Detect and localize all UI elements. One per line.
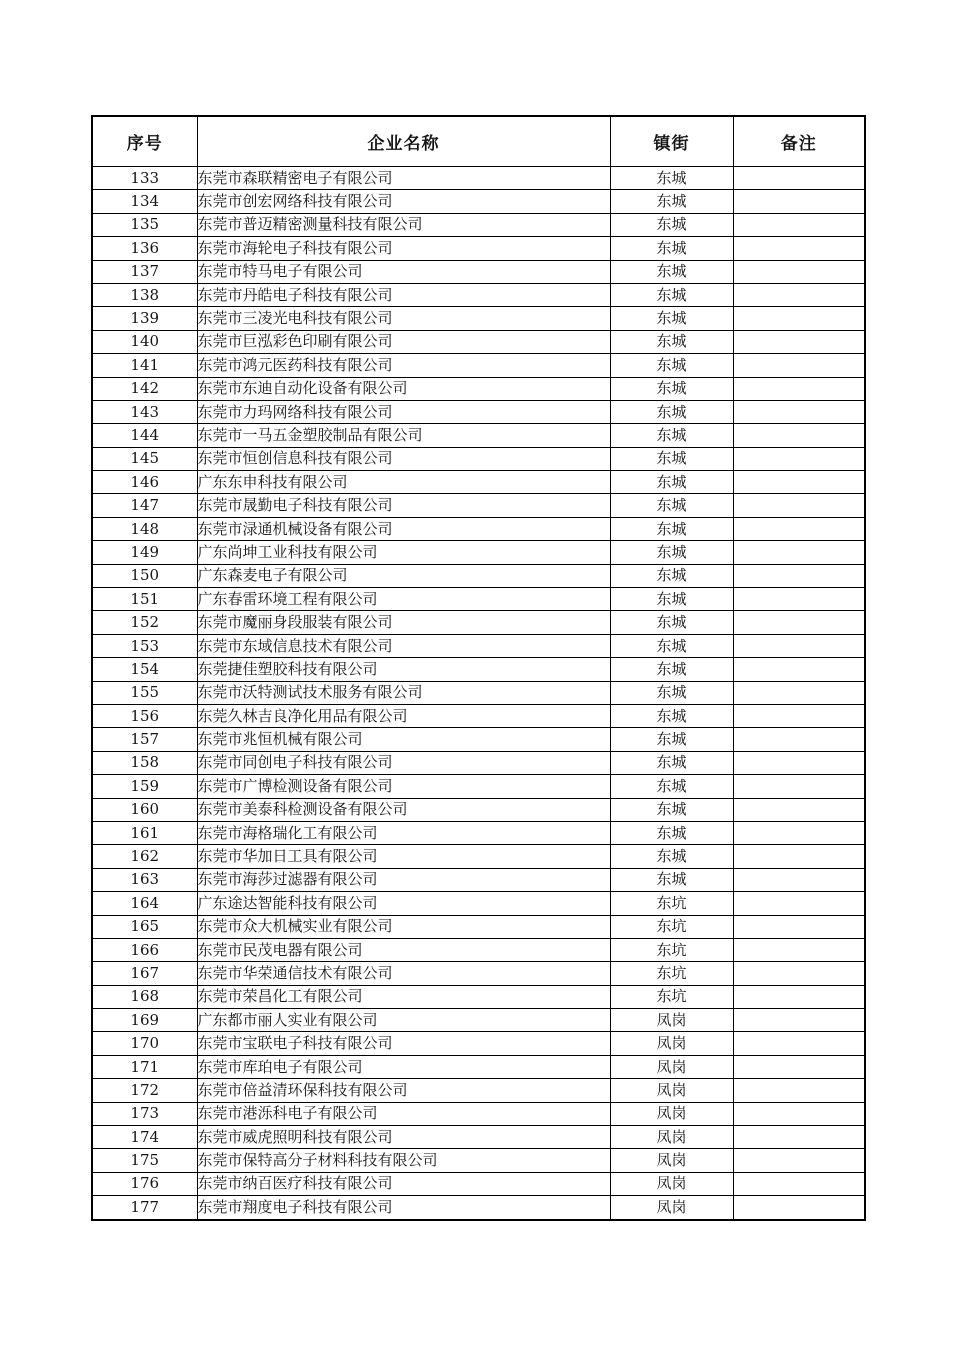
remark-cell [733,985,865,1008]
town-cell: 东城 [610,634,733,657]
remark-cell [733,213,865,236]
remark-cell [733,167,865,190]
row-index-cell: 160 [92,798,197,821]
company-name-cell: 广东都市丽人实业有限公司 [197,1009,610,1032]
row-index-cell: 143 [92,400,197,423]
row-index-cell: 142 [92,377,197,400]
town-cell: 东坑 [610,985,733,1008]
row-index-cell: 177 [92,1196,197,1220]
table-row [92,471,865,494]
town-cell: 东城 [610,377,733,400]
table-row [92,938,865,961]
row-index-cell: 152 [92,611,197,634]
remark-cell [733,1149,865,1172]
remark-cell [733,798,865,821]
remark-cell [733,588,865,611]
table-row [92,1032,865,1055]
remark-cell [733,962,865,985]
row-index-cell: 161 [92,821,197,844]
remark-cell [733,564,865,587]
town-cell: 东城 [610,704,733,727]
company-name-cell: 东莞市特马电子有限公司 [197,260,610,283]
row-index-cell: 170 [92,1032,197,1055]
town-cell: 东坑 [610,938,733,961]
company-name-cell: 东莞市鸿元医药科技有限公司 [197,354,610,377]
town-cell: 东城 [610,447,733,470]
remark-cell [733,190,865,213]
company-name-cell: 东莞捷佳塑胶科技有限公司 [197,658,610,681]
remark-cell [733,704,865,727]
table-row [92,1172,865,1195]
table-row [92,751,865,774]
row-index-cell: 164 [92,892,197,915]
town-cell: 东坑 [610,915,733,938]
company-name-cell: 东莞市创宏网络科技有限公司 [197,190,610,213]
table-row [92,915,865,938]
remark-cell [733,634,865,657]
remark-cell [733,1196,865,1220]
company-name-cell: 东莞市一马五金塑胶制品有限公司 [197,424,610,447]
row-index-cell: 176 [92,1172,197,1195]
town-cell: 东城 [610,681,733,704]
town-cell: 东城 [610,330,733,353]
table-row [92,494,865,517]
remark-cell [733,517,865,540]
row-index-cell: 169 [92,1009,197,1032]
company-name-cell: 东莞市东迪自动化设备有限公司 [197,377,610,400]
company-name-cell: 东莞市库珀电子有限公司 [197,1055,610,1078]
remark-cell [733,283,865,306]
town-cell: 凤岗 [610,1102,733,1125]
remark-cell [733,611,865,634]
table-row [92,307,865,330]
company-name-cell: 东莞市晟勤电子科技有限公司 [197,494,610,517]
company-name-cell: 东莞市力玛网络科技有限公司 [197,400,610,423]
town-cell: 东城 [610,728,733,751]
town-cell: 东城 [610,260,733,283]
table-row [92,237,865,260]
remark-cell [733,892,865,915]
company-name-cell: 东莞市纳百医疗科技有限公司 [197,1172,610,1195]
town-cell: 东城 [610,751,733,774]
table-row [92,1102,865,1125]
table-row [92,588,865,611]
row-index-cell: 163 [92,868,197,891]
table-row [92,634,865,657]
row-index-cell: 171 [92,1055,197,1078]
town-cell: 凤岗 [610,1149,733,1172]
row-index-cell: 141 [92,354,197,377]
row-index-cell: 153 [92,634,197,657]
row-index-cell: 157 [92,728,197,751]
remark-cell [733,330,865,353]
remark-cell [733,471,865,494]
company-name-cell: 东莞市丹皓电子科技有限公司 [197,283,610,306]
company-name-cell: 东莞市森联精密电子有限公司 [197,167,610,190]
row-index-cell: 147 [92,494,197,517]
table-row [92,681,865,704]
table-row [92,213,865,236]
remark-cell [733,1055,865,1078]
company-name-cell: 东莞久林吉良净化用品有限公司 [197,704,610,727]
town-cell: 东坑 [610,892,733,915]
row-index-cell: 133 [92,167,197,190]
table-row [92,330,865,353]
column-header-name: 企业名称 [197,116,610,167]
row-index-cell: 165 [92,915,197,938]
company-name-cell: 东莞市海轮电子科技有限公司 [197,237,610,260]
row-index-cell: 148 [92,517,197,540]
company-name-cell: 东莞市保特高分子材料科技有限公司 [197,1149,610,1172]
row-index-cell: 156 [92,704,197,727]
town-cell: 东城 [610,424,733,447]
town-cell: 东城 [610,354,733,377]
company-name-cell: 东莞市华加日工具有限公司 [197,845,610,868]
remark-cell [733,1032,865,1055]
remark-cell [733,377,865,400]
town-cell: 东城 [610,798,733,821]
company-name-cell: 东莞市众大机械实业有限公司 [197,915,610,938]
town-cell: 东城 [610,868,733,891]
town-cell: 东城 [610,167,733,190]
row-index-cell: 175 [92,1149,197,1172]
table-row [92,541,865,564]
row-index-cell: 135 [92,213,197,236]
table-row [92,962,865,985]
company-name-cell: 东莞市沃特测试技术服务有限公司 [197,681,610,704]
town-cell: 东坑 [610,962,733,985]
company-name-cell: 东莞市倍益清环保科技有限公司 [197,1079,610,1102]
table-row [92,798,865,821]
remark-cell [733,1126,865,1149]
remark-cell [733,354,865,377]
town-cell: 东城 [610,494,733,517]
remark-cell [733,260,865,283]
company-name-cell: 东莞市渌通机械设备有限公司 [197,517,610,540]
table-row [92,985,865,1008]
company-name-cell: 东莞市海格瑞化工有限公司 [197,821,610,844]
town-cell: 凤岗 [610,1032,733,1055]
company-name-cell: 东莞市港泺科电子有限公司 [197,1102,610,1125]
row-index-cell: 138 [92,283,197,306]
remark-cell [733,751,865,774]
table-row [92,167,865,190]
town-cell: 东城 [610,517,733,540]
company-name-cell: 东莞市魔丽身段服装有限公司 [197,611,610,634]
town-cell: 凤岗 [610,1079,733,1102]
town-cell: 凤岗 [610,1172,733,1195]
table-row [92,260,865,283]
row-index-cell: 174 [92,1126,197,1149]
town-cell: 凤岗 [610,1009,733,1032]
town-cell: 东城 [610,541,733,564]
company-name-cell: 东莞市同创电子科技有限公司 [197,751,610,774]
row-index-cell: 140 [92,330,197,353]
remark-cell [733,658,865,681]
remark-cell [733,728,865,751]
remark-cell [733,681,865,704]
row-index-cell: 145 [92,447,197,470]
row-index-cell: 150 [92,564,197,587]
row-index-cell: 168 [92,985,197,1008]
town-cell: 东城 [610,588,733,611]
row-index-cell: 137 [92,260,197,283]
table-row [92,564,865,587]
row-index-cell: 134 [92,190,197,213]
row-index-cell: 167 [92,962,197,985]
company-name-cell: 东莞市广博检测设备有限公司 [197,775,610,798]
column-header-remark: 备注 [733,116,865,167]
table-row [92,283,865,306]
remark-cell [733,237,865,260]
remark-cell [733,845,865,868]
remark-cell [733,307,865,330]
company-name-cell: 广东春雷环境工程有限公司 [197,588,610,611]
town-cell: 东城 [610,471,733,494]
row-index-cell: 166 [92,938,197,961]
town-cell: 东城 [610,845,733,868]
row-index-cell: 155 [92,681,197,704]
table-row [92,775,865,798]
town-cell: 凤岗 [610,1196,733,1220]
row-index-cell: 154 [92,658,197,681]
town-cell: 东城 [610,821,733,844]
row-index-cell: 149 [92,541,197,564]
town-cell: 东城 [610,611,733,634]
row-index-cell: 162 [92,845,197,868]
table-row [92,845,865,868]
remark-cell [733,541,865,564]
remark-cell [733,1172,865,1195]
table-row [92,704,865,727]
town-cell: 东城 [610,307,733,330]
company-name-cell: 东莞市民茂电器有限公司 [197,938,610,961]
remark-cell [733,821,865,844]
remark-cell [733,1102,865,1125]
remark-cell [733,1079,865,1102]
table-row [92,868,865,891]
row-index-cell: 139 [92,307,197,330]
table-row [92,821,865,844]
company-name-cell: 广东东申科技有限公司 [197,471,610,494]
company-name-cell: 东莞市海莎过滤器有限公司 [197,868,610,891]
header-row [92,116,865,167]
company-name-cell: 东莞市巨泓彩色印刷有限公司 [197,330,610,353]
table-row [92,377,865,400]
remark-cell [733,1009,865,1032]
column-header-index: 序号 [92,116,197,167]
table-row [92,400,865,423]
town-cell: 东城 [610,658,733,681]
remark-cell [733,915,865,938]
row-index-cell: 159 [92,775,197,798]
table-row [92,517,865,540]
company-name-cell: 东莞市恒创信息科技有限公司 [197,447,610,470]
company-name-cell: 广东途达智能科技有限公司 [197,892,610,915]
company-table [91,115,866,1221]
table-row [92,1196,865,1220]
table-row [92,611,865,634]
remark-cell [733,868,865,891]
table-row [92,1149,865,1172]
table-row [92,1079,865,1102]
row-index-cell: 172 [92,1079,197,1102]
company-name-cell: 东莞市兆恒机械有限公司 [197,728,610,751]
row-index-cell: 146 [92,471,197,494]
company-name-cell: 东莞市三凌光电科技有限公司 [197,307,610,330]
town-cell: 东城 [610,775,733,798]
remark-cell [733,494,865,517]
row-index-cell: 144 [92,424,197,447]
town-cell: 东城 [610,237,733,260]
company-name-cell: 东莞市威虎照明科技有限公司 [197,1126,610,1149]
town-cell: 东城 [610,283,733,306]
table-row [92,1126,865,1149]
table-row [92,1009,865,1032]
company-name-cell: 东莞市翔度电子科技有限公司 [197,1196,610,1220]
town-cell: 东城 [610,564,733,587]
table-row [92,1055,865,1078]
company-name-cell: 东莞市华荣通信技术有限公司 [197,962,610,985]
remark-cell [733,424,865,447]
table-row [92,658,865,681]
town-cell: 东城 [610,213,733,236]
company-name-cell: 东莞市美泰科检测设备有限公司 [197,798,610,821]
company-name-cell: 广东尚坤工业科技有限公司 [197,541,610,564]
row-index-cell: 173 [92,1102,197,1125]
remark-cell [733,938,865,961]
remark-cell [733,447,865,470]
row-index-cell: 158 [92,751,197,774]
table-row [92,354,865,377]
table-row [92,447,865,470]
table-body [92,167,865,1220]
column-header-town: 镇街 [610,116,733,167]
remark-cell [733,775,865,798]
company-name-cell: 广东森麦电子有限公司 [197,564,610,587]
town-cell: 东城 [610,400,733,423]
table-row [92,190,865,213]
town-cell: 凤岗 [610,1055,733,1078]
town-cell: 东城 [610,190,733,213]
company-name-cell: 东莞市普迈精密测量科技有限公司 [197,213,610,236]
company-name-cell: 东莞市荣昌化工有限公司 [197,985,610,1008]
table-row [92,424,865,447]
table-row [92,728,865,751]
remark-cell [733,400,865,423]
row-index-cell: 151 [92,588,197,611]
row-index-cell: 136 [92,237,197,260]
company-name-cell: 东莞市宝联电子科技有限公司 [197,1032,610,1055]
table-row [92,892,865,915]
company-name-cell: 东莞市东域信息技术有限公司 [197,634,610,657]
town-cell: 凤岗 [610,1126,733,1149]
